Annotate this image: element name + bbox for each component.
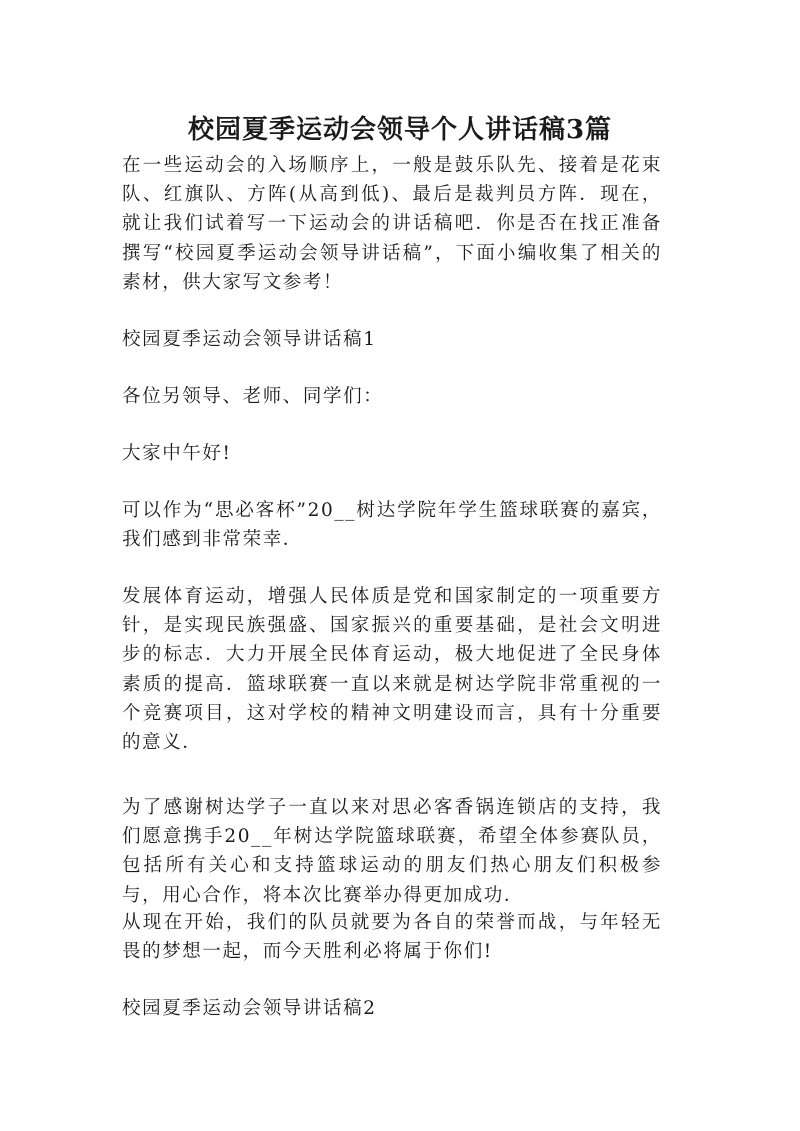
section-heading-2: 校园夏季运动会领导讲话稿2	[122, 998, 377, 1019]
salutation-paragraph: 各位另领导、老师、同学们：	[122, 386, 384, 407]
sports-development-paragraph: 发展体育运动，增强人民体质是党和国家制定的一项重要方针，是实现民族强盛、国家振兴的重要基础，是社会文明进步的标志．大力开展全民体育运动，极大地促进了全民身体素质的提高．篮球联赛一直以来就是树达学院非常重视的一个竞赛项目，这对学校的精神文明建设而言，具有十分重要的意义．	[122, 586, 662, 754]
section-heading-1: 校园夏季运动会领导讲话稿1	[122, 329, 377, 350]
encouragement-paragraph: 从现在开始，我们的队员就要为各自的荣誉而战，与年轻无畏的梦想一起，而今天胜利必将属于你们!	[122, 912, 662, 963]
honor-paragraph: 可以作为“思必客杯”20__树达学院年学生篮球联赛的嘉宾，我们感到非常荣幸．	[122, 500, 662, 551]
gratitude-paragraph: 为了感谢树达学子一直以来对思必客香锅连锁店的支持，我们愿意携手20__年树达学院篮球联赛，希望全体参赛队员，包括所有关心和支持篮球运动的朋友们热心朋友们积极参与，用心合作，将本次比赛举办得更加成功．	[122, 797, 662, 906]
document-title: 校园夏季运动会领导个人讲话稿3篇	[187, 115, 613, 145]
greeting-paragraph: 大家中午好!	[122, 443, 232, 464]
intro-paragraph: 在一些运动会的入场顺序上，一般是鼓乐队先、接着是花束队、红旗队、方阵(从高到低)、最后是裁判员方阵．现在，就让我们试着写一下运动会的讲话稿吧．你是否在找正准备撰写“校园夏季运动会领导讲话稿”，下面小编收集了相关的素材，供大家写文参考！	[122, 155, 662, 293]
